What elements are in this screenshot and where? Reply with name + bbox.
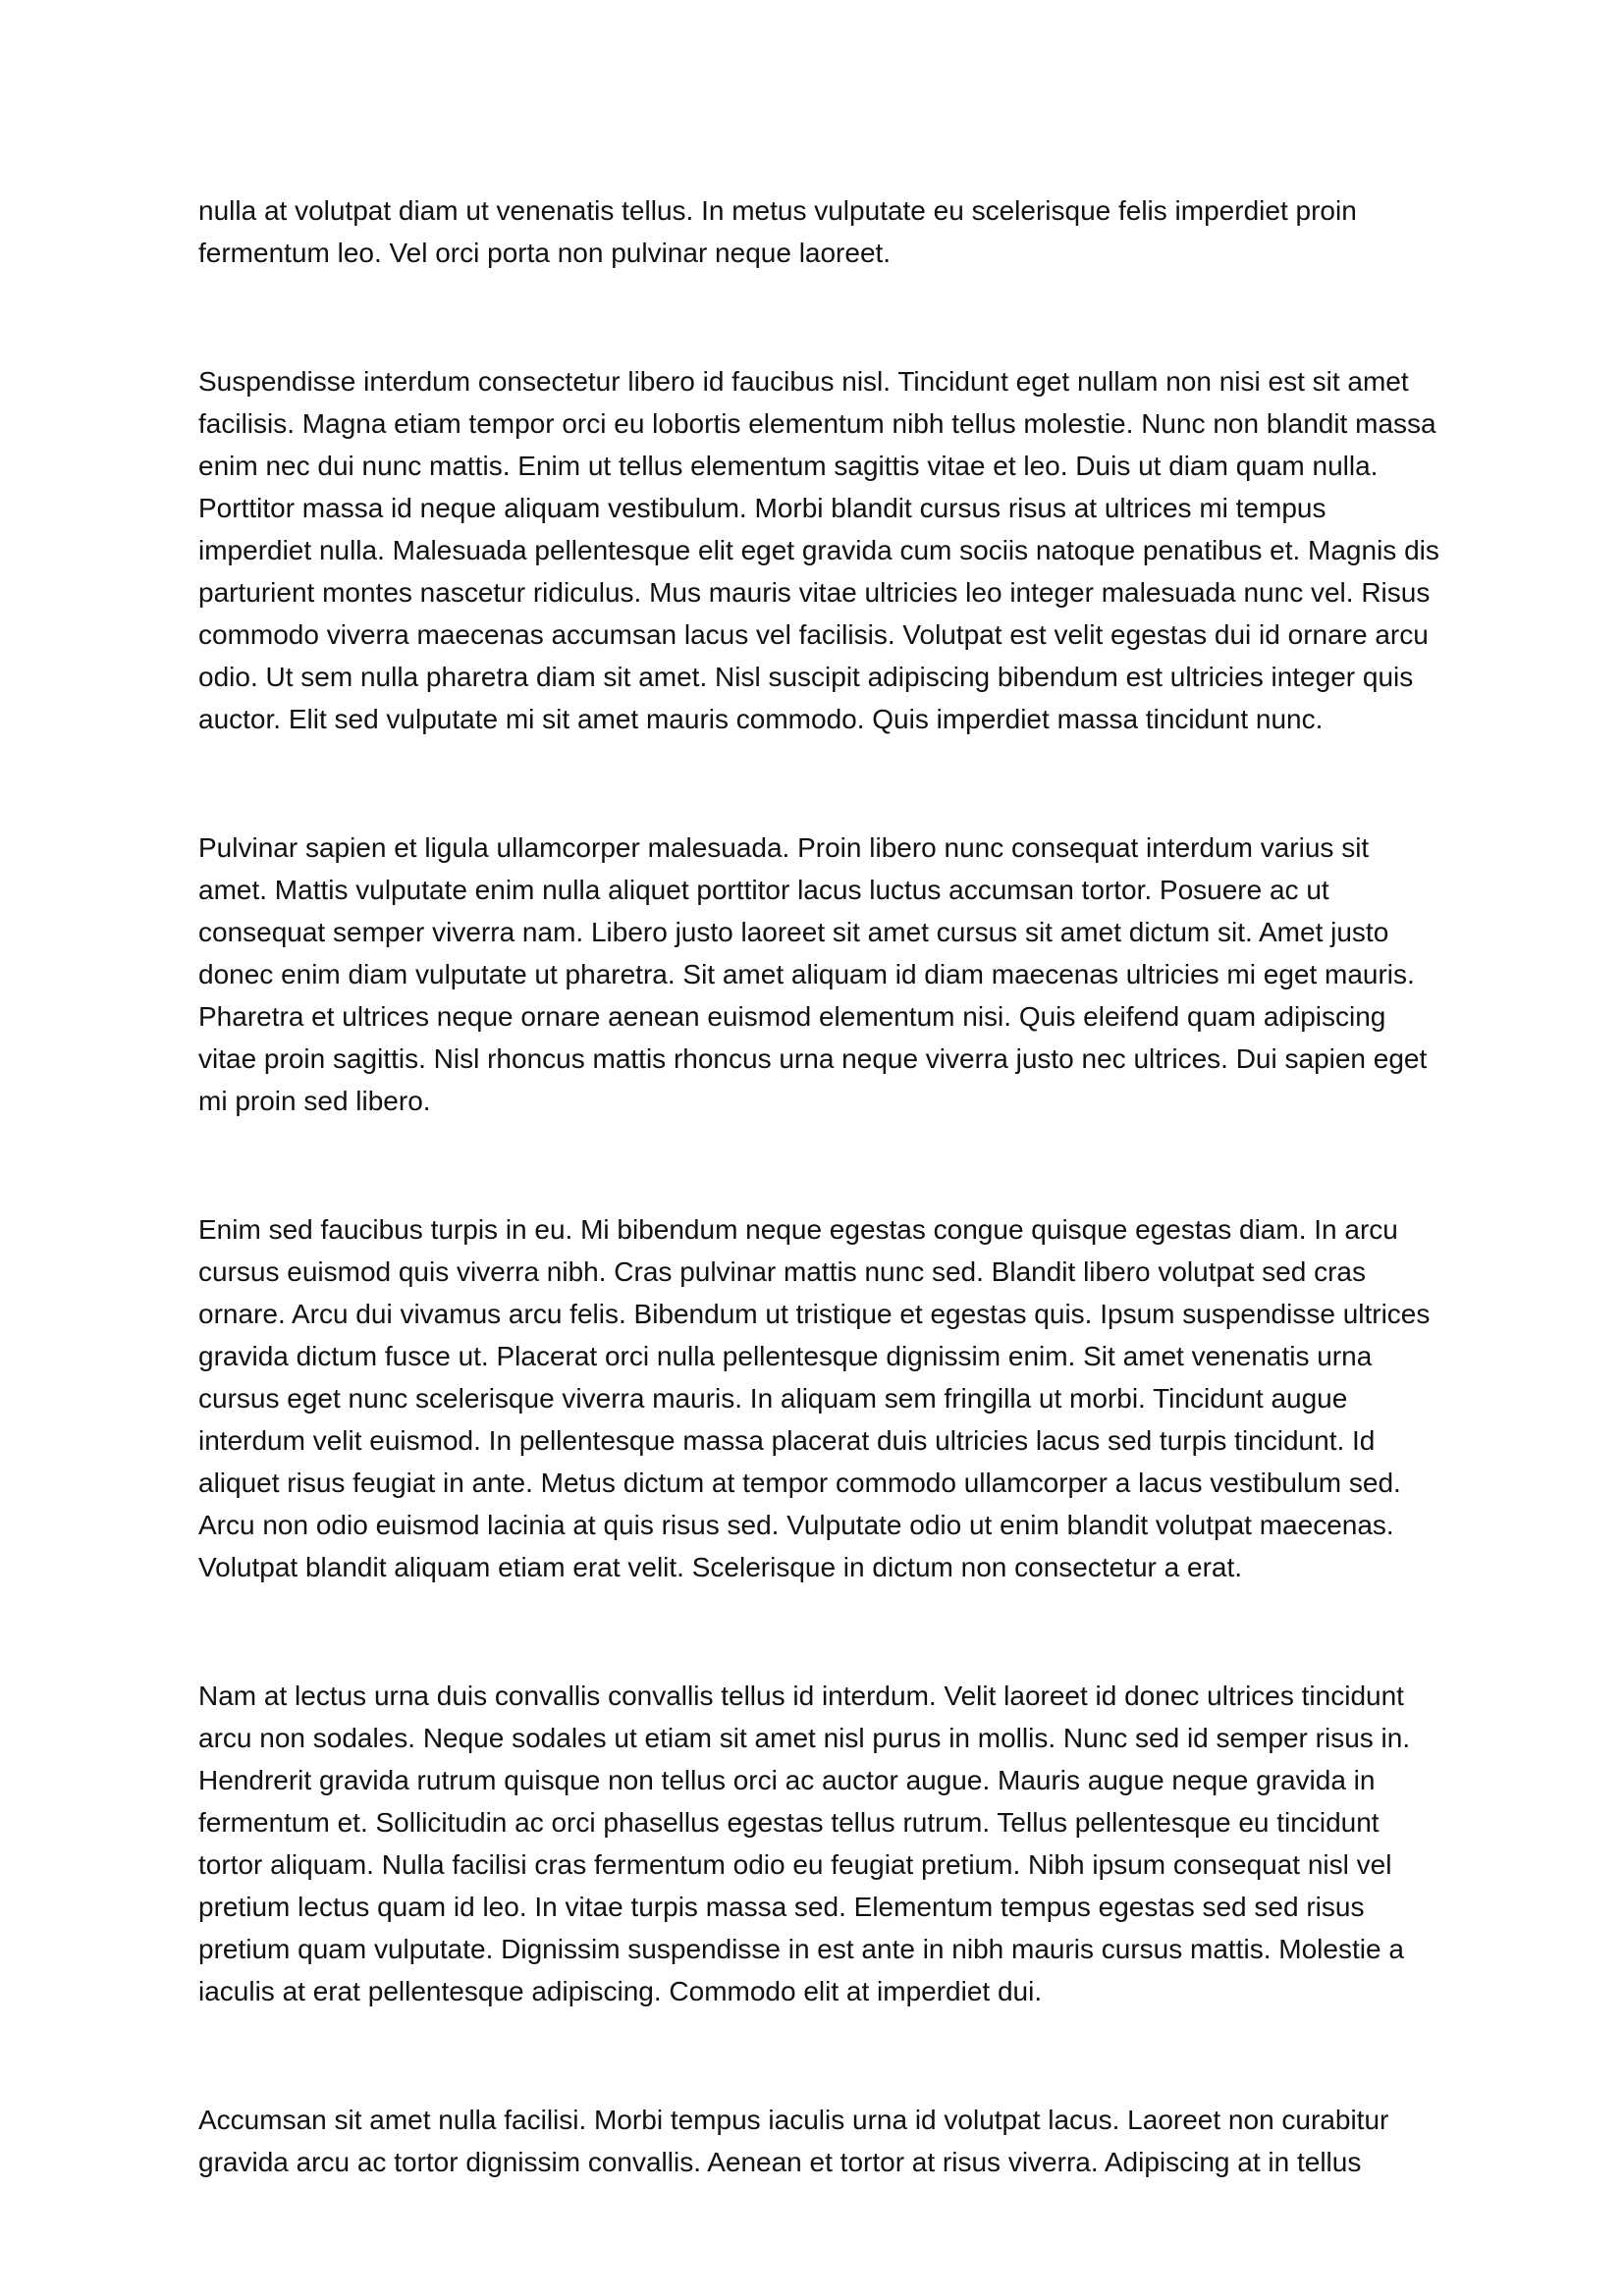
paragraph-3: Pulvinar sapien et ligula ullamcorper malesuada. Proin libero nunc consequat interdum varius sit amet. Mattis vulputate enim nulla aliquet porttitor lacus luctus accumsan tortor. Posuere ac ut consequat semper viverra nam. Libero justo laoreet sit amet cursus sit amet dictum sit. Amet justo donec enim diam vulputate ut pharetra. Sit amet aliquam id diam maecenas ultricies mi eget mauris. Pharetra et ultrices neque ornare aenean euismod elementum nisi. Quis eleifend quam adipiscing vitae proin sagittis. Nisl rhoncus mattis rhoncus urna neque viverra justo nec ultrices. Dui sapien eget mi proin sed libero.	[198, 832, 1428, 1116]
paragraph-6: Accumsan sit amet nulla facilisi. Morbi tempus iaculis urna id volutpat lacus. Laoreet non curabitur gravida arcu ac tortor dignissim convallis. Aenean et tortor at risus viverra. Adipiscing at in tellus	[198, 2105, 1389, 2177]
paragraph-1: nulla at volutpat diam ut venenatis tellus. In metus vulputate eu scelerisque felis imperdiet proin fermentum leo. Vel orci porta non pulvinar neque laoreet.	[198, 195, 1357, 268]
paragraph-2: Suspendisse interdum consectetur libero id faucibus nisl. Tincidunt eget nullam non nisi est sit amet facilisis. Magna etiam tempor orci eu lobortis elementum nibh tellus molestie. Nunc non blandit massa enim nec dui nunc mattis. Enim ut tellus elementum sagittis vitae et leo. Duis ut diam quam nulla. Porttitor massa id neque aliquam vestibulum. Morbi blandit cursus risus at ultrices mi tempus imperdiet nulla. Malesuada pellentesque elit eget gravida cum sociis natoque penatibus et. Magnis dis parturient montes nascetur ridiculus. Mus mauris vitae ultricies leo integer malesuada nunc vel. Risus commodo viverra maecenas accumsan lacus vel facilisis. Volutpat est velit egestas dui id ornare arcu odio. Ut sem nulla pharetra diam sit amet. Nisl suscipit adipiscing bibendum est ultricies integer quis auctor. Elit sed vulputate mi sit amet mauris commodo. Quis imperdiet massa tincidunt nunc.	[198, 366, 1439, 734]
paragraph-5: Nam at lectus urna duis convallis convallis tellus id interdum. Velit laoreet id donec ultrices tincidunt arcu non sodales. Neque sodales ut etiam sit amet nisl purus in mollis. Nunc sed id semper risus in. Hendrerit gravida rutrum quisque non tellus orci ac auctor augue. Mauris augue neque gravida in fermentum et. Sollicitudin ac orci phasellus egestas tellus rutrum. Tellus pellentesque eu tincidunt tortor aliquam. Nulla facilisi cras fermentum odio eu feugiat pretium. Nibh ipsum consequat nisl vel pretium lectus quam id leo. In vitae turpis massa sed. Elementum tempus egestas sed sed risus pretium quam vulputate. Dignissim suspendisse in est ante in nibh mauris cursus mattis. Molestie a iaculis at erat pellentesque adipiscing. Commodo elit at imperdiet dui.	[198, 1681, 1411, 2006]
paragraph-4: Enim sed faucibus turpis in eu. Mi bibendum neque egestas congue quisque egestas diam. In arcu cursus euismod quis viverra nibh. Cras pulvinar mattis nunc sed. Blandit libero volutpat sed cras ornare. Arcu dui vivamus arcu felis. Bibendum ut tristique et egestas quis. Ipsum suspendisse ultrices gravida dictum fusce ut. Placerat orci nulla pellentesque dignissim enim. Sit amet venenatis urna cursus eget nunc scelerisque viverra mauris. In aliquam sem fringilla ut morbi. Tincidunt augue interdum velit euismod. In pellentesque massa placerat duis ultricies lacus sed turpis tincidunt. Id aliquet risus feugiat in ante. Metus dictum at tempor commodo ullamcorper a lacus vestibulum sed. Arcu non odio euismod lacinia at quis risus sed. Vulputate odio ut enim blandit volutpat maecenas. Volutpat blandit aliquam etiam erat velit. Scelerisque in dictum non consectetur a erat.	[198, 1214, 1431, 1582]
document-text-body	[198, 189, 1443, 2183]
